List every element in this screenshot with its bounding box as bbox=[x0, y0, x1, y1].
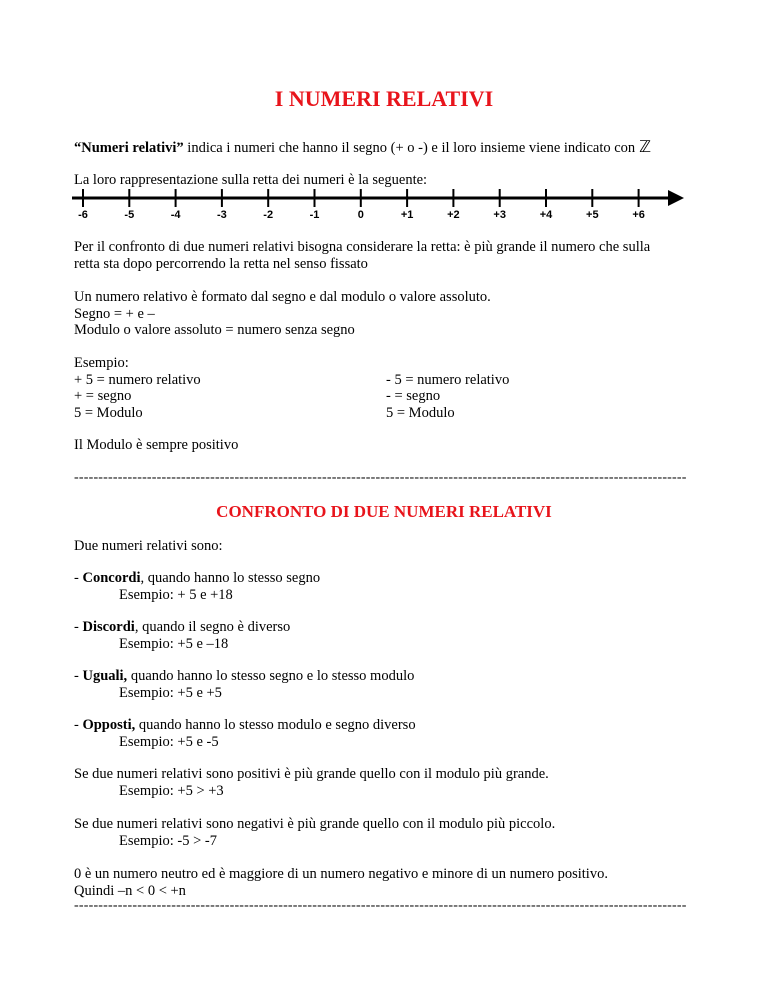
number-line-tick-label: -4 bbox=[170, 209, 181, 221]
number-line-tick-label: -6 bbox=[78, 209, 88, 221]
number-line-tick-label: +1 bbox=[400, 209, 414, 221]
number-line-tick-label: 0 bbox=[357, 209, 364, 221]
number-line-tick-label: -1 bbox=[309, 209, 320, 221]
number-line bbox=[72, 186, 688, 222]
modulo-note bbox=[74, 437, 696, 454]
representation-text: La loro rappresentazione sulla retta dei numeri è la seguente: bbox=[74, 172, 428, 188]
confronto-intro-paragraph bbox=[74, 239, 696, 272]
type-prefix: - bbox=[74, 717, 83, 733]
modulo-note-text: Il Modulo è sempre positivo bbox=[74, 437, 239, 453]
type-term: Opposti, bbox=[82, 717, 136, 733]
example-right-column bbox=[386, 372, 509, 422]
type-description: quando hanno lo stesso segno e lo stesso modulo bbox=[127, 668, 415, 684]
type-example: Esempio: + 5 e +18 bbox=[119, 586, 233, 603]
intro-paragraph bbox=[74, 139, 696, 157]
number-line-tick-label: -3 bbox=[217, 209, 227, 221]
rule-example: Esempio: +5 > +3 bbox=[119, 782, 224, 799]
example-block bbox=[74, 355, 696, 421]
zero-note bbox=[74, 866, 696, 899]
type-description: , quando hanno lo stesso segno bbox=[140, 570, 321, 586]
type-item-concordi bbox=[74, 570, 696, 603]
type-description: quando hanno lo stesso modulo e segno diverso bbox=[135, 717, 416, 733]
section-subtitle: CONFRONTO DI DUE NUMERI RELATIVI bbox=[216, 502, 552, 521]
definition-line3: Modulo o valore assoluto = numero senza segno bbox=[74, 322, 355, 338]
example-right-line: - 5 = numero relativo bbox=[386, 371, 510, 388]
type-definition bbox=[74, 570, 696, 587]
rule-text: Se due numeri relativi sono positivi è più grande quello con il modulo più grande. bbox=[74, 766, 549, 782]
type-term: Uguali, bbox=[82, 668, 128, 684]
number-line-tick-label: -5 bbox=[124, 209, 135, 221]
number-line-tick-label: +4 bbox=[539, 209, 553, 221]
number-line-arrow bbox=[668, 190, 684, 206]
due-numeri-paragraph bbox=[74, 538, 696, 555]
number-line-tick-label: +3 bbox=[493, 209, 506, 221]
type-example: Esempio: +5 e +5 bbox=[119, 684, 222, 701]
definition-paragraph bbox=[74, 289, 696, 339]
type-example: Esempio: +5 e –18 bbox=[119, 635, 229, 652]
due-numeri-text: Due numeri relativi sono: bbox=[74, 538, 223, 554]
type-prefix: - bbox=[74, 668, 83, 684]
type-example: Esempio: +5 e -5 bbox=[119, 733, 219, 750]
intro-text bbox=[74, 139, 696, 157]
intro-rest: indica i numeri che hanno il segno (+ o -) e il loro insieme viene indicato con bbox=[183, 140, 636, 156]
page-title: I NUMERI RELATIVI bbox=[274, 86, 494, 111]
intro-bold-term: “Numeri relativi” bbox=[74, 140, 184, 156]
example-right-line: - = segno bbox=[386, 388, 441, 404]
confronto-intro-line1: Per il confronto di due numeri relativi bisogna considerare la retta: è più grande il numero che sulla bbox=[74, 239, 651, 255]
zero-note-line1: 0 è un numero neutro ed è maggiore di un numero negativo e minore di un numero positivo. bbox=[74, 866, 608, 882]
separator-line: ------------------------------------------------------------------------------------------------------------------------------ bbox=[74, 898, 687, 913]
type-definition bbox=[74, 717, 696, 734]
number-line-ticks bbox=[78, 189, 645, 221]
example-right-line: 5 = Modulo bbox=[386, 404, 455, 421]
separator-line: ------------------------------------------------------------------------------------------------------------------------------ bbox=[74, 470, 687, 485]
number-line-tick-label: +6 bbox=[632, 209, 645, 221]
type-definition bbox=[74, 619, 696, 636]
integer-set-symbol: ℤ bbox=[639, 137, 652, 156]
rule-example: Esempio: -5 > -7 bbox=[119, 832, 217, 849]
definition-line1: Un numero relativo è formato dal segno e dal modulo o valore assoluto. bbox=[74, 289, 491, 305]
type-term: Discordi bbox=[82, 619, 135, 635]
type-item-discordi bbox=[74, 619, 696, 652]
number-line-tick-label: +2 bbox=[447, 209, 460, 221]
example-left-column bbox=[74, 372, 696, 422]
type-definition bbox=[74, 668, 696, 685]
rule-negative bbox=[74, 816, 696, 849]
type-item-uguali bbox=[74, 668, 696, 701]
number-line-tick-label: -2 bbox=[263, 209, 274, 221]
definition-line2: Segno = + e – bbox=[74, 305, 155, 322]
type-item-opposti bbox=[74, 717, 696, 750]
example-heading: Esempio: bbox=[74, 355, 129, 371]
confronto-intro-line2: retta sta dopo percorrendo la retta nel senso fissato bbox=[74, 255, 368, 272]
number-line-tick-label: +5 bbox=[586, 209, 599, 221]
rule-positive bbox=[74, 766, 696, 799]
example-left-line: + 5 = numero relativo bbox=[74, 371, 201, 388]
type-prefix: - bbox=[74, 570, 83, 586]
type-prefix: - bbox=[74, 619, 83, 635]
example-left-line: 5 = Modulo bbox=[74, 404, 143, 421]
rule-text: Se due numeri relativi sono negativi è più grande quello con il modulo più piccolo. bbox=[74, 816, 556, 832]
type-description: , quando il segno è diverso bbox=[134, 619, 291, 635]
zero-note-line2: Quindi –n < 0 < +n bbox=[74, 882, 186, 899]
example-left-line: + = segno bbox=[74, 388, 132, 404]
type-term: Concordi bbox=[82, 570, 141, 586]
